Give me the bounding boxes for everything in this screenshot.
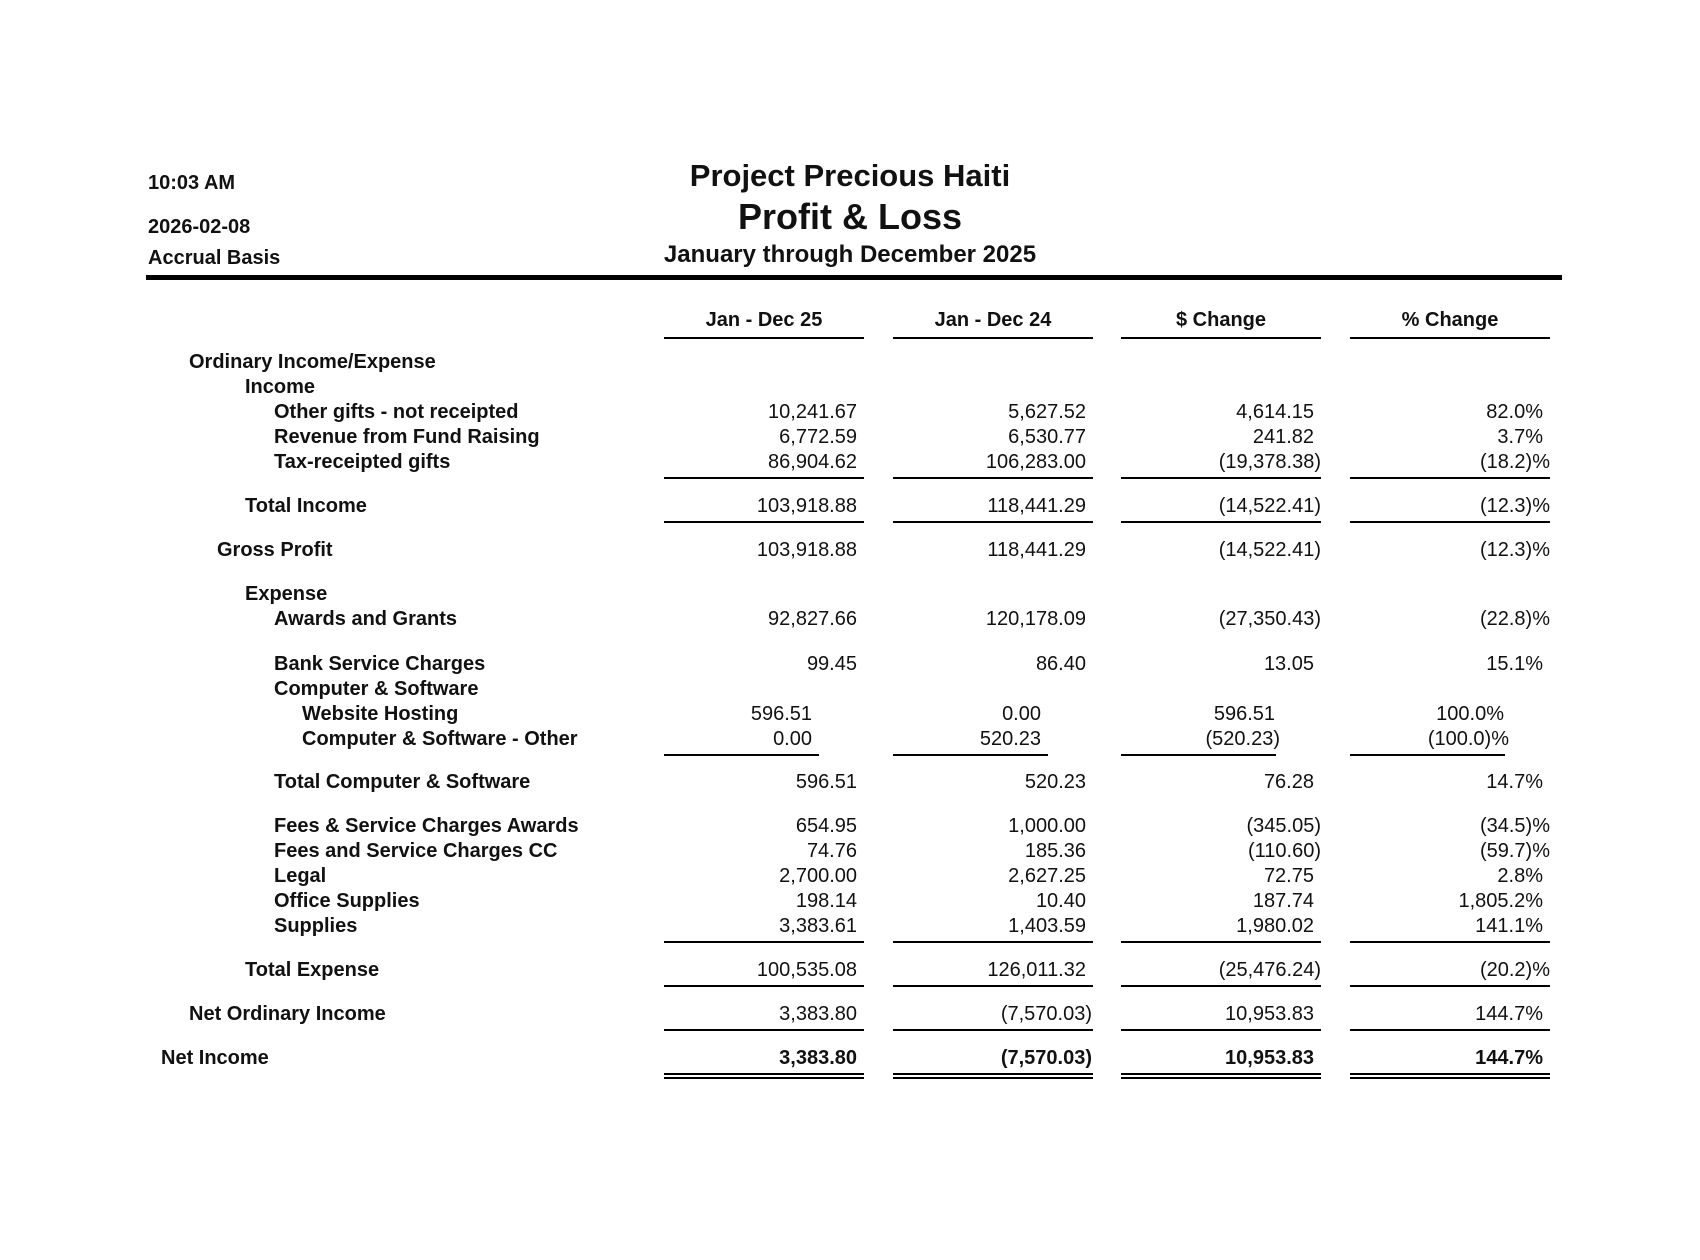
row-supplies bbox=[0, 915, 1700, 940]
value-percent-change: 3.7% bbox=[1497, 426, 1543, 448]
value-prior: 2,627.25 bbox=[1008, 865, 1086, 887]
value-current: 103,918.88 bbox=[756, 539, 857, 561]
company-name: Project Precious Haiti bbox=[689, 158, 1011, 193]
value-prior: 5,627.52 bbox=[1008, 401, 1086, 423]
subtotal-line bbox=[664, 521, 864, 523]
report-basis: Accrual Basis bbox=[148, 247, 281, 269]
row-label: Expense bbox=[245, 583, 328, 605]
column-header-dollar-change: $ Change bbox=[1175, 309, 1267, 331]
value-dollar-change: (14,522.41) bbox=[1218, 539, 1321, 561]
row-gross-profit bbox=[0, 539, 1700, 564]
value-prior: 86.40 bbox=[1035, 653, 1086, 675]
value-prior: (7,570.03) bbox=[1000, 1003, 1092, 1025]
value-percent-change: (20.2)% bbox=[1479, 959, 1550, 981]
value-percent-change: 144.7% bbox=[1475, 1003, 1543, 1025]
value-percent-change: 82.0% bbox=[1486, 401, 1543, 423]
row-label: Income bbox=[245, 376, 316, 398]
row-office-supplies bbox=[0, 890, 1700, 915]
subtotal-line bbox=[893, 754, 1048, 756]
value-current: 0.00 bbox=[773, 728, 812, 750]
subtotal-line bbox=[893, 941, 1093, 943]
value-current: 3,383.80 bbox=[779, 1047, 857, 1069]
value-percent-change: 141.1% bbox=[1475, 915, 1543, 937]
value-dollar-change: (110.60) bbox=[1247, 840, 1321, 862]
subtotal-line bbox=[893, 985, 1093, 987]
value-dollar-change: 1,980.02 bbox=[1236, 915, 1314, 937]
column-header-prior: Jan - Dec 24 bbox=[934, 309, 1052, 331]
value-percent-change: (100.0)% bbox=[1427, 728, 1509, 750]
value-prior: 118,441.29 bbox=[987, 539, 1086, 561]
subtotal-line bbox=[893, 521, 1093, 523]
header-rule bbox=[146, 275, 1562, 280]
row-label: Total Income bbox=[245, 495, 367, 517]
value-prior: 1,403.59 bbox=[1008, 915, 1086, 937]
subtotal-line bbox=[1350, 521, 1550, 523]
row-fees-service-cc bbox=[0, 840, 1700, 865]
row-awards-and-grants bbox=[0, 608, 1700, 633]
row-label: Legal bbox=[274, 865, 327, 887]
row-label: Ordinary Income/Expense bbox=[189, 351, 436, 373]
section-ordinary-income-expense bbox=[0, 351, 1700, 376]
value-dollar-change: (345.05) bbox=[1246, 815, 1321, 837]
section-income bbox=[0, 376, 1700, 401]
subtotal-line bbox=[1121, 754, 1276, 756]
value-prior: 120,178.09 bbox=[985, 608, 1086, 630]
value-prior: 10.40 bbox=[1035, 890, 1086, 912]
value-current: 596.51 bbox=[750, 703, 812, 725]
subtotal-line bbox=[1121, 941, 1321, 943]
value-percent-change: (12.3)% bbox=[1479, 539, 1550, 561]
row-label: Fees and Service Charges CC bbox=[274, 840, 558, 862]
value-prior: 118,441.29 bbox=[987, 495, 1086, 517]
subtotal-line bbox=[1350, 985, 1550, 987]
row-label: Other gifts - not receipted bbox=[274, 401, 519, 423]
value-current: 654.95 bbox=[795, 815, 857, 837]
value-percent-change: (22.8)% bbox=[1479, 608, 1550, 630]
subtotal-line bbox=[664, 477, 864, 479]
value-percent-change: (12.3)% bbox=[1479, 495, 1550, 517]
value-prior: 520.23 bbox=[1024, 771, 1086, 793]
row-net-ordinary-income bbox=[0, 1003, 1700, 1028]
value-percent-change: 14.7% bbox=[1486, 771, 1543, 793]
report-period: January through December 2025 bbox=[663, 241, 1037, 268]
value-prior: (7,570.03) bbox=[1000, 1047, 1092, 1069]
report-time: 10:03 AM bbox=[148, 172, 236, 194]
row-net-income bbox=[0, 1047, 1700, 1072]
value-dollar-change: 241.82 bbox=[1252, 426, 1314, 448]
subtotal-line bbox=[1350, 1029, 1550, 1031]
subtotal-line bbox=[664, 754, 819, 756]
row-label: Computer & Software bbox=[274, 678, 479, 700]
subtotal-line bbox=[664, 941, 864, 943]
value-current: 86,904.62 bbox=[768, 451, 857, 473]
subtotal-line bbox=[893, 1029, 1093, 1031]
value-current: 100,535.08 bbox=[756, 959, 857, 981]
value-current: 3,383.61 bbox=[779, 915, 857, 937]
value-current: 3,383.80 bbox=[779, 1003, 857, 1025]
row-tax-receipted-gifts bbox=[0, 451, 1700, 476]
section-computer-software bbox=[0, 678, 1700, 703]
value-dollar-change: 13.05 bbox=[1263, 653, 1314, 675]
row-computer-software-other bbox=[0, 728, 1700, 753]
value-percent-change: 144.7% bbox=[1475, 1047, 1543, 1069]
double-underline bbox=[664, 1073, 864, 1079]
row-other-gifts bbox=[0, 401, 1700, 426]
value-dollar-change: (14,522.41) bbox=[1218, 495, 1321, 517]
row-label: Gross Profit bbox=[217, 539, 333, 561]
subtotal-line bbox=[664, 985, 864, 987]
row-label: Supplies bbox=[274, 915, 358, 937]
value-dollar-change: 72.75 bbox=[1263, 865, 1314, 887]
report-title: Profit & Loss bbox=[737, 196, 962, 237]
value-current: 103,918.88 bbox=[756, 495, 857, 517]
column-header-underline bbox=[664, 337, 864, 339]
value-prior: 6,530.77 bbox=[1008, 426, 1086, 448]
value-current: 10,241.67 bbox=[768, 401, 857, 423]
row-label: Total Computer & Software bbox=[274, 771, 531, 793]
row-label: Computer & Software - Other bbox=[302, 728, 578, 750]
section-expense bbox=[0, 583, 1700, 608]
row-total-computer-software bbox=[0, 771, 1700, 796]
value-prior: 126,011.32 bbox=[987, 959, 1086, 981]
subtotal-line bbox=[1121, 477, 1321, 479]
row-fees-service-awards bbox=[0, 815, 1700, 840]
column-header-underline bbox=[1121, 337, 1321, 339]
row-total-income bbox=[0, 495, 1700, 520]
row-website-hosting bbox=[0, 703, 1700, 728]
value-dollar-change: 10,953.83 bbox=[1225, 1003, 1314, 1025]
row-legal bbox=[0, 865, 1700, 890]
row-label: Fees & Service Charges Awards bbox=[274, 815, 579, 837]
column-header-percent-change: % Change bbox=[1401, 309, 1499, 331]
value-current: 2,700.00 bbox=[779, 865, 857, 887]
value-prior: 0.00 bbox=[1002, 703, 1041, 725]
subtotal-line bbox=[1121, 985, 1321, 987]
row-label: Website Hosting bbox=[302, 703, 459, 725]
row-label: Office Supplies bbox=[274, 890, 420, 912]
report-date: 2026-02-08 bbox=[148, 216, 251, 238]
value-dollar-change: (520.23) bbox=[1205, 728, 1280, 750]
row-label: Total Expense bbox=[245, 959, 380, 981]
value-current: 6,772.59 bbox=[779, 426, 857, 448]
value-percent-change: 100.0% bbox=[1436, 703, 1504, 725]
row-label: Awards and Grants bbox=[274, 608, 458, 630]
value-dollar-change: 596.51 bbox=[1213, 703, 1275, 725]
value-current: 99.45 bbox=[806, 653, 857, 675]
value-prior: 520.23 bbox=[979, 728, 1041, 750]
column-header-current: Jan - Dec 25 bbox=[705, 309, 823, 331]
value-percent-change: 1,805.2% bbox=[1458, 890, 1543, 912]
value-dollar-change: 10,953.83 bbox=[1225, 1047, 1314, 1069]
double-underline bbox=[893, 1073, 1093, 1079]
subtotal-line bbox=[1350, 754, 1505, 756]
double-underline bbox=[1350, 1073, 1550, 1079]
value-percent-change: (18.2)% bbox=[1479, 451, 1550, 473]
row-label: Bank Service Charges bbox=[274, 653, 486, 675]
row-label: Revenue from Fund Raising bbox=[274, 426, 540, 448]
value-current: 92,827.66 bbox=[768, 608, 857, 630]
subtotal-line bbox=[1350, 941, 1550, 943]
column-header-underline bbox=[893, 337, 1093, 339]
subtotal-line bbox=[893, 477, 1093, 479]
value-current: 596.51 bbox=[795, 771, 857, 793]
row-label: Net Income bbox=[161, 1047, 269, 1069]
value-dollar-change: (27,350.43) bbox=[1218, 608, 1321, 630]
value-percent-change: (59.7)% bbox=[1479, 840, 1550, 862]
double-underline bbox=[1121, 1073, 1321, 1079]
value-percent-change: 2.8% bbox=[1497, 865, 1543, 887]
column-header-underline bbox=[1350, 337, 1550, 339]
value-percent-change: (34.5)% bbox=[1479, 815, 1550, 837]
value-dollar-change: 4,614.15 bbox=[1236, 401, 1314, 423]
value-current: 198.14 bbox=[795, 890, 857, 912]
subtotal-line bbox=[1121, 1029, 1321, 1031]
value-percent-change: 15.1% bbox=[1486, 653, 1543, 675]
subtotal-line bbox=[1350, 477, 1550, 479]
subtotal-line bbox=[1121, 521, 1321, 523]
value-prior: 185.36 bbox=[1024, 840, 1086, 862]
value-prior: 106,283.00 bbox=[985, 451, 1086, 473]
row-fund-raising bbox=[0, 426, 1700, 451]
row-total-expense bbox=[0, 959, 1700, 984]
row-label: Tax-receipted gifts bbox=[274, 451, 451, 473]
value-dollar-change: 187.74 bbox=[1252, 890, 1314, 912]
value-current: 74.76 bbox=[806, 840, 857, 862]
row-bank-service-charges bbox=[0, 653, 1700, 678]
value-dollar-change: 76.28 bbox=[1263, 771, 1314, 793]
value-dollar-change: (25,476.24) bbox=[1218, 959, 1321, 981]
row-label: Net Ordinary Income bbox=[189, 1003, 386, 1025]
value-dollar-change: (19,378.38) bbox=[1218, 451, 1321, 473]
value-prior: 1,000.00 bbox=[1008, 815, 1086, 837]
subtotal-line bbox=[664, 1029, 864, 1031]
